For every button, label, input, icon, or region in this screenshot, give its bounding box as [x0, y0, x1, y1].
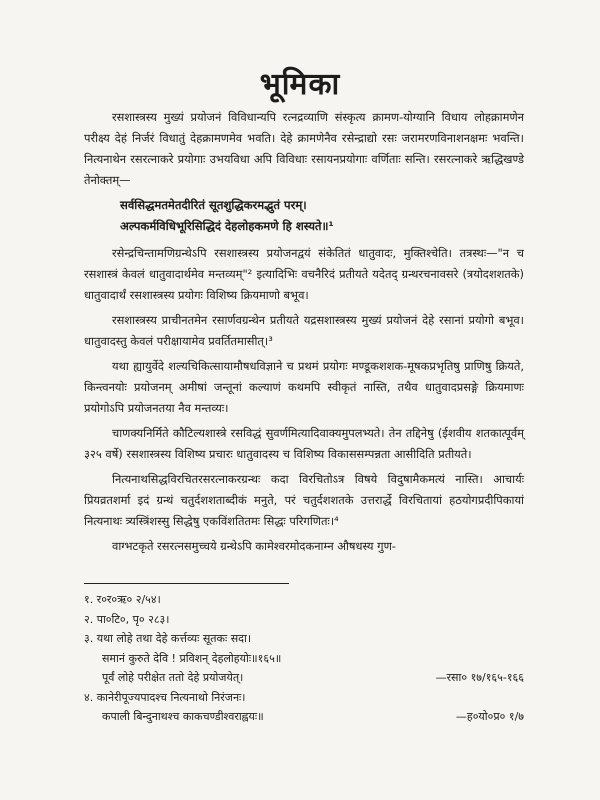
main-text — [84, 107, 524, 557]
footnotes — [84, 590, 524, 727]
footnote-4-line-2 — [84, 707, 524, 727]
footnote-4-line-1: ४. कानेरीपूज्यपादश्च नित्यनाथो निरंजनः। — [84, 690, 246, 704]
footnote-1: १. र०र०ऋ० २/५४। — [84, 593, 161, 606]
footnote-4-line-2-text: कपाली बिन्दुनाथश्च काकचण्डीश्वराह्वयः॥ — [102, 710, 264, 723]
page-title: भूमिका — [259, 67, 341, 102]
footnote-2: २. पा०टि०, पृ० २८३। — [84, 612, 170, 626]
footnote-3-line-3-text: पूर्वं लोहे परीक्षेत ततो देहे प्रयोजयेत्। — [102, 671, 244, 684]
footnote-3-line-2 — [84, 649, 524, 669]
paragraph: वाग्भटकृते रसरत्नसमुच्चये ग्रन्थेऽपि कामेश्वरमोदकनाम्न औषधस्य गुण- — [112, 539, 396, 553]
paragraph: यथा ह्यायुर्वेदे शल्यचिकित्सायामौषधविज्ञाने च प्रथमं प्रयोगः मण्डूकशशक-मूषकप्रभृतिषु प्राणिषु क्रियते, किन्त्वनयोः प्रयोजनम् अमीषां जन्तूनां कल्याणं कथमपि स्वीकृतं नास्ति, तथैव धातुवादप्रसङ्गे क्रियमाणः प्रयोगोऽपि प्रयोजनतया नैव मन्तव्यः। — [84, 359, 524, 415]
footnote-4-reference: —ह०यो०प्र० १/७ — [455, 710, 524, 723]
paragraph: रसशास्त्रस्य मुख्यं प्रयोजनं विविधान्यपि रत्नद्रव्याणि संस्कृत्य क्रामण-योग्यानि विधाय लोहक्रामणेन परीक्ष्य देहं निर्जरं विधातुं देहक्रामणमेव भवति। देहे क्रामणेनैव रसेन्द्राद्यो रसः जरामरणविनाशनक्षमः भवन्ति। नित्यनाथेन रसरत्नाकरे प्रयोगाः उभयविधा अपि विविधाः रसायनप्रयोगाः वर्णिताः सन्ति। रसरत्नाकरे ऋद्धिखण्डे तेनोक्तम्— — [84, 110, 524, 187]
paragraph: नित्यनाथसिद्धविरचितरसरत्नाकरग्रन्थः कदा विरचितोऽत्र विषये विदुषामैकमत्यं नास्ति। आचार्यः प्रियव्रतशर्मा इदं ग्रन्थं चतुर्दशशताब्दीकं मनुते, परं चतुर्दशशतके उत्तरार्द्धे विरचितायां हठयोगप्रदीपिकायां नित्यनाथः त्र्यस्त्रिंशस्सु सिद्धेषु एकविंशतितमः सिद्धः परिगणितः।⁴ — [84, 472, 524, 528]
footnote-3-line-3 — [84, 668, 524, 688]
footnote-3-line-2-text: समानं कुरुते देवि ! प्रविशन् देहलोहयोः॥१६५॥ — [102, 651, 282, 665]
footnote-divider — [84, 583, 289, 584]
paragraph: चाणक्यनिर्मिते कौटिल्यशास्त्रे रसविद्धं सुवर्णमित्यादिवाक्यमुपलभ्यते। तेन तद्दिनेषु (ईशवीय शतकात्पूर्वम् ३२५ वर्षे) रसशास्त्रस्य विशिष्य प्रचारः धातुवादस्य च विशिष्य विकाससम्पन्नता आसीदिति प्रतीयते। — [84, 426, 524, 461]
paragraph: रसेन्द्रचिन्तामणिग्रन्थेऽपि रसशास्त्रस्य प्रयोजनद्वयं संकेतितं धातुवादः, मुक्तिश्चेति। तत्रस्थः—"न च रसशास्त्रं केवलं धातुवादार्थमेव मन्तव्यम्"² इत्यादिभिः वचनैरिदं प्रतीयते यदेतद् ग्रन्थरचनावसरे (त्रयोदशशतके) धातुवादार्थं रसशास्त्रस्य प्रयोगः विशिष्य क्रियमाणो बभूव। — [84, 246, 524, 302]
paragraph: रसशास्त्रस्य प्राचीनतमेन रसार्णवग्रन्थेन प्रतीयते यद्रसशास्त्रस्य मुख्यं प्रयोजनं देहे रसानां प्रयोगो बभूव। धातुवादस्तु केवलं परीक्षायामेव प्रवर्तितमासीत्।³ — [84, 313, 524, 348]
verse-line: सर्वसिद्धमतमेतदीरितं सूतशुद्धिकरमद्भुतं परम्। — [120, 198, 307, 212]
footnote-3-reference: —रसा० १७/१६५-१६६ — [435, 671, 524, 684]
footnote-3-line-1: ३. यथा लोहे तथा देहे कर्त्तव्यः सूतकः सदा। — [84, 632, 252, 645]
verse-line: अल्पकर्मविधिभूरिसिद्धिदं देहलोहकमणे हि शस्यते॥¹ — [120, 219, 334, 233]
